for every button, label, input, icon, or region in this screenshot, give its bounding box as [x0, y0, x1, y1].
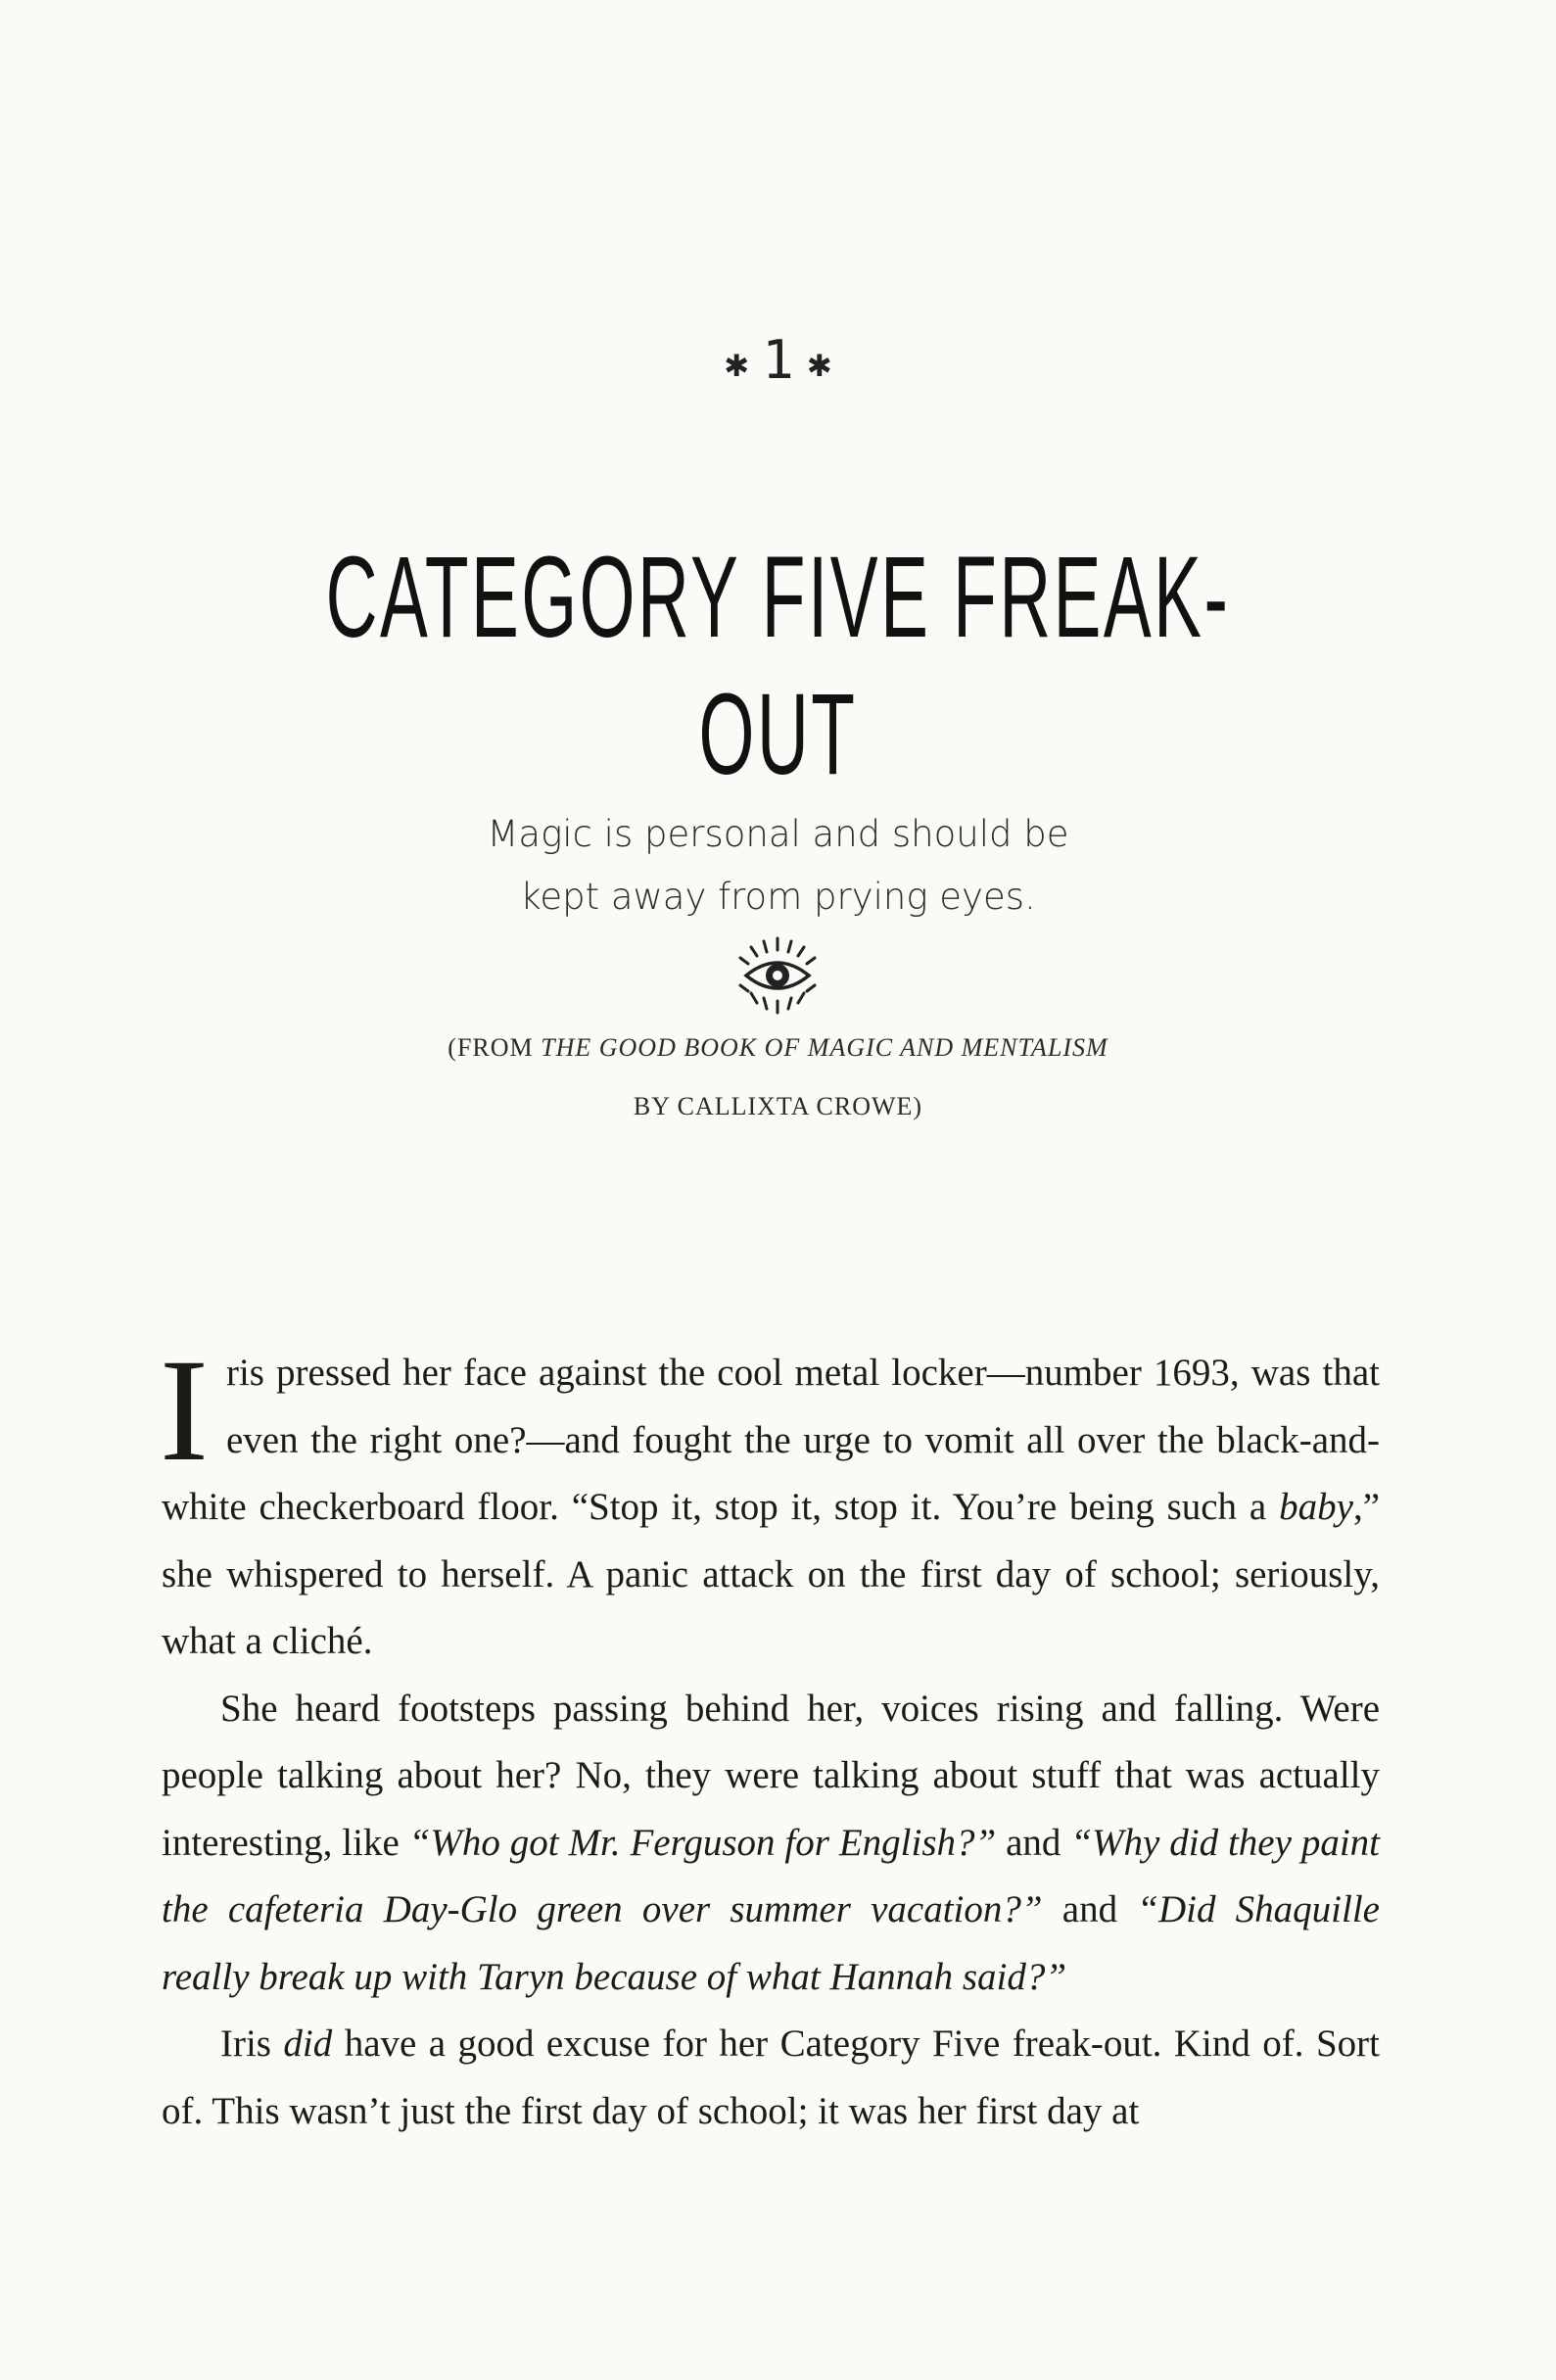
paragraph-3-text-b: have a good excuse for her Category Five freak-out. Kind of. Sort of. This wasn’t just the first day of school; it was her first day at: [162, 2023, 1380, 2132]
attribution-line-1: [0, 1019, 1556, 1077]
paragraph-1-text-b: ,” she whispered to herself. A panic attack on the first day of school; seriously, what a cliché.: [162, 1486, 1380, 1662]
paragraph-2-quote-3: “Did Shaquille really break up with Taryn because of what Hannah said?”: [162, 1888, 1380, 1998]
epigraph-line-2: kept away from prying eyes.: [520, 876, 1036, 918]
paragraph-3: [162, 2011, 1380, 2145]
chapter-body: [160, 1329, 1381, 2145]
attribution-prefix: (FROM: [448, 1033, 542, 1062]
asterisk-left-icon: ✱: [725, 341, 749, 387]
chapter-number: [0, 326, 1556, 398]
epigraph-line-1: Magic is personal and should be: [487, 813, 1069, 855]
paragraph-2-text-a: She heard footsteps passing behind her, voices rising and falling. Were people talking about her? No, they were talking about stuff that was actually interesting, like: [162, 1687, 1380, 1864]
epigraph: [0, 803, 1556, 928]
paragraph-2-quote-1: “Who got Mr. Ferguson for English?”: [408, 1821, 997, 1864]
eye-icon: [727, 934, 828, 1017]
paragraph-2-and-2: and: [1042, 1888, 1138, 1930]
paragraph-1-text-a: ris pressed her face against the cool metal locker—number 1693, was that even the right one?—and fought the urge to vomit all over the black-and-white checkerboard floor. “Stop it, stop it, stop it. You’re being such a: [162, 1352, 1380, 1528]
paragraph-1-emphasis: baby: [1279, 1486, 1353, 1528]
chapter-title: CATEGORY FIVE FREAK-OUT: [325, 533, 1231, 799]
paragraph-1: [160, 1329, 1380, 1676]
attribution-book-title: THE GOOD BOOK OF MAGIC AND MENTALISM: [541, 1033, 1108, 1062]
paragraph-2: [162, 1676, 1380, 2012]
attribution-author: BY CALLIXTA CROWE): [633, 1092, 923, 1120]
paragraph-2-quote-2: “Why did they paint the cafeteria Day-Glo green over summer vacation?”: [162, 1821, 1381, 1930]
paragraph-3-text-a: Iris: [220, 2023, 284, 2065]
chapter-number-text: 1: [762, 329, 794, 391]
paragraph-2-and-1: and: [996, 1821, 1071, 1864]
epigraph-attribution: [0, 1019, 1556, 1136]
drop-cap: I: [160, 1329, 209, 1492]
paragraph-3-emphasis: did: [283, 2023, 333, 2065]
asterisk-right-icon: ✱: [807, 341, 831, 387]
